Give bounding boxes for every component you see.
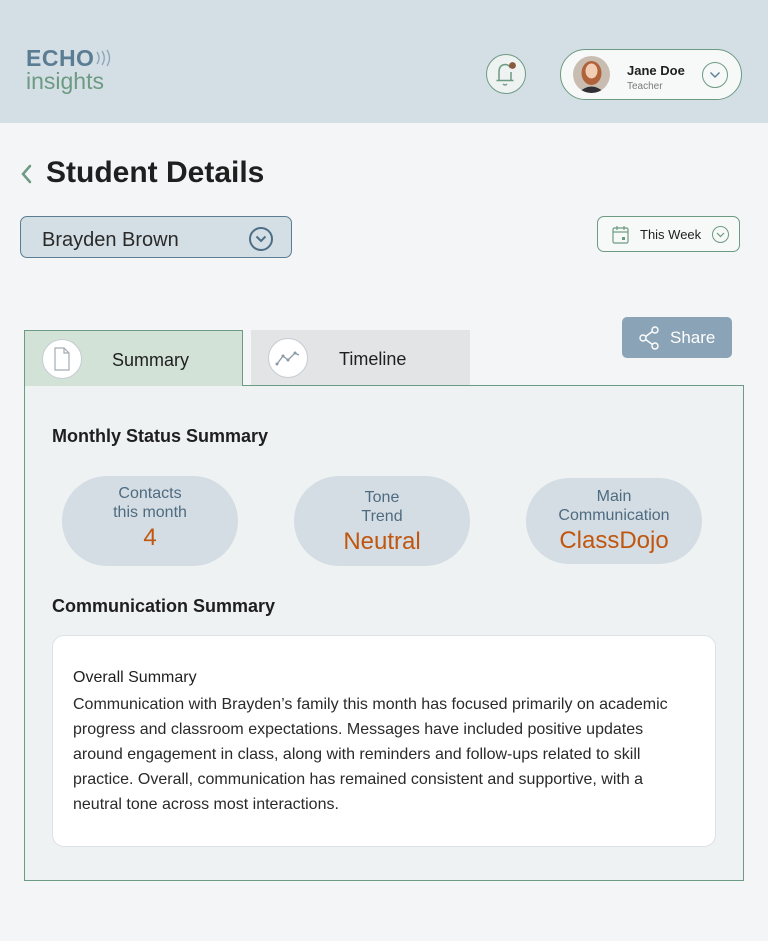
stat-main-value: ClassDojo (559, 527, 669, 554)
logo-echo-text: ECHO (26, 45, 95, 71)
stat-main-label-1: Main (596, 488, 632, 505)
echo-insights-logo[interactable] (26, 46, 115, 93)
overall-summary-card (52, 635, 716, 847)
student-dropdown-toggle[interactable] (249, 227, 273, 251)
sound-waves-icon (95, 48, 115, 68)
student-dropdown[interactable] (20, 216, 292, 258)
user-name: Jane Doe (627, 63, 685, 78)
stat-tone-label-1: Tone (364, 489, 400, 506)
stat-contacts-value: 4 (143, 524, 157, 551)
share-button[interactable] (622, 317, 732, 358)
user-photo-icon (573, 56, 610, 93)
page-title: Student Details (46, 156, 265, 189)
stat-tone (294, 476, 470, 566)
communication-summary-title: Communication Summary (52, 596, 276, 616)
summary-tab-icon-wrap (42, 339, 82, 379)
document-icon (53, 347, 71, 371)
user-menu-toggle[interactable] (702, 62, 728, 88)
monthly-status-title: Monthly Status Summary (52, 426, 269, 446)
stat-main-communication (526, 478, 702, 564)
stat-tone-label-2: Trend (361, 508, 403, 525)
overall-summary-text: Communication with Brayden’s family this month has focused primarily on academic progress and classroom expectations. Messages have included positive updates around engagement in class, along with reminders and follow-ups related to skill practice. Overall, communication has remained consistent and supportive, with a neutral tone across most interactions. (73, 696, 668, 813)
period-dropdown-value: This Week (640, 227, 702, 242)
avatar (573, 56, 610, 93)
chevron-down-icon (255, 235, 267, 243)
trend-line-icon (275, 349, 301, 367)
notifications-button[interactable] (486, 54, 526, 94)
tab-summary-label: Summary (112, 350, 190, 370)
stat-contacts-label-2: this month (113, 504, 187, 521)
stat-contacts-label-1: Contacts (118, 485, 182, 502)
tab-summary[interactable] (24, 330, 243, 386)
stat-contacts (62, 476, 238, 566)
period-dropdown-toggle[interactable] (712, 226, 729, 243)
logo-insights-text: insights (26, 68, 104, 94)
tab-timeline-label: Timeline (339, 349, 407, 369)
overall-summary-heading: Overall Summary (73, 669, 197, 686)
period-dropdown[interactable] (597, 216, 740, 252)
bell-icon (493, 60, 519, 88)
tab-timeline[interactable] (251, 330, 470, 386)
stat-tone-value: Neutral (343, 528, 421, 555)
calendar-icon (612, 225, 629, 244)
summary-panel (24, 385, 744, 881)
chevron-left-icon (18, 162, 36, 188)
top-header (0, 0, 768, 123)
timeline-tab-icon-wrap (268, 338, 308, 378)
chevron-down-icon (709, 71, 721, 79)
share-icon (638, 326, 660, 350)
student-dropdown-value: Brayden Brown (42, 229, 179, 251)
user-menu[interactable] (560, 49, 742, 100)
chevron-down-icon (716, 232, 725, 238)
share-button-label: Share (670, 327, 716, 347)
back-button[interactable] (18, 162, 36, 188)
user-role: Teacher (627, 81, 663, 92)
stat-main-label-2: Communication (558, 507, 670, 524)
